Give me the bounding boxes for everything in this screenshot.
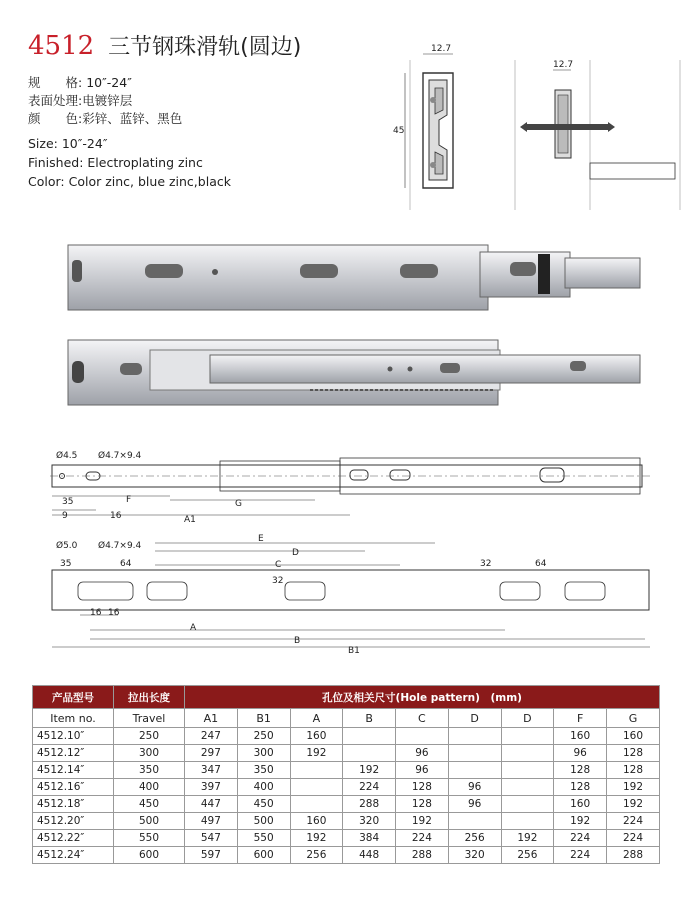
table-body	[33, 709, 660, 864]
spec-color-cn: 颜 色:彩锌、蓝锌、黑色	[28, 111, 183, 126]
table-cell: 288	[607, 847, 660, 864]
table-cell: 256	[501, 847, 554, 864]
dim-9-label: 9	[62, 511, 68, 521]
table-cell: 160	[607, 728, 660, 745]
table-cell: 96	[448, 779, 501, 796]
table-cell: 300	[237, 745, 290, 762]
dim-d-label: D	[292, 548, 299, 558]
table-row	[33, 779, 660, 796]
table-cell: 450	[237, 796, 290, 813]
table-cell: 128	[554, 779, 607, 796]
table-cell: 447	[185, 796, 238, 813]
dim-64b-label: 64	[535, 559, 547, 569]
profile-width-label: 12.7	[431, 44, 452, 54]
table-cell: 192	[501, 830, 554, 847]
product-title	[28, 30, 301, 61]
slide-photo-2	[60, 335, 650, 415]
slot-size-label-2: Ø4.7×9.4	[98, 541, 142, 551]
table-cell: 384	[343, 830, 396, 847]
table-cell: 247	[185, 728, 238, 745]
table-cell: 288	[396, 847, 449, 864]
table-cell	[448, 813, 501, 830]
column-header: B	[343, 709, 396, 728]
table-cell	[290, 779, 343, 796]
table-cell: 192	[396, 813, 449, 830]
table-cell: 160	[290, 728, 343, 745]
table-cell: 160	[554, 728, 607, 745]
table-cell: 550	[237, 830, 290, 847]
table-cell: 224	[554, 847, 607, 864]
table-cell: 192	[607, 796, 660, 813]
profile-drawing	[395, 40, 685, 210]
table-cell: 397	[185, 779, 238, 796]
table-cell: 224	[607, 830, 660, 847]
table-cell: 550	[114, 830, 185, 847]
table-cell: 96	[396, 762, 449, 779]
table-cell	[290, 796, 343, 813]
table-cell: 300	[114, 745, 185, 762]
table-head-row	[33, 686, 660, 709]
table-row	[33, 847, 660, 864]
column-header: D	[501, 709, 554, 728]
table-cell: 250	[237, 728, 290, 745]
table-cell: 500	[114, 813, 185, 830]
table-cell: 160	[290, 813, 343, 830]
table-cell	[501, 745, 554, 762]
table-row	[33, 796, 660, 813]
table-cell: 320	[343, 813, 396, 830]
table-row	[33, 830, 660, 847]
table-cell	[290, 762, 343, 779]
dim-35b-label: 35	[60, 559, 72, 569]
table-cell: 192	[607, 779, 660, 796]
dim-a-label: A	[190, 623, 197, 633]
table-cell: 128	[396, 779, 449, 796]
slot-size-label-1: Ø4.7×9.4	[98, 451, 142, 461]
table-cell: 4512.22″	[33, 830, 114, 847]
table-cell: 224	[343, 779, 396, 796]
spec-table	[32, 685, 660, 864]
spec-list	[28, 74, 231, 191]
column-header: Travel	[114, 709, 185, 728]
table-row	[33, 745, 660, 762]
table-cell: 288	[343, 796, 396, 813]
table-cell: 450	[114, 796, 185, 813]
table-cell: 128	[607, 762, 660, 779]
dim-16-label: 16	[110, 511, 122, 521]
table-cell	[343, 728, 396, 745]
product-name: 三节钢珠滑轨(圆边)	[108, 35, 302, 60]
head-travel: 拉出长度	[114, 686, 185, 709]
table-cell	[448, 745, 501, 762]
dim-32-label: 32	[272, 576, 284, 586]
table-row	[33, 762, 660, 779]
dim-f-label: F	[126, 495, 132, 505]
table-cell	[448, 762, 501, 779]
table-cell: 224	[396, 830, 449, 847]
table-cell: 192	[343, 762, 396, 779]
column-header: C	[396, 709, 449, 728]
table-cell: 128	[607, 745, 660, 762]
table-columns-row	[33, 709, 660, 728]
table-cell	[501, 728, 554, 745]
technical-drawing-rail	[40, 535, 660, 660]
table-cell: 4512.16″	[33, 779, 114, 796]
dim-b1-label: B1	[348, 646, 360, 656]
dim-16a-label: 16	[90, 608, 102, 618]
table-cell: 600	[114, 847, 185, 864]
table-row	[33, 728, 660, 745]
profile-width2-label: 12.7	[553, 60, 574, 70]
table-cell: 4512.24″	[33, 847, 114, 864]
spec-size-cn: 规 格: 10″-24″	[28, 75, 132, 90]
table-cell: 297	[185, 745, 238, 762]
table-cell: 497	[185, 813, 238, 830]
table-cell	[501, 779, 554, 796]
dim-a1-label: A1	[184, 515, 196, 525]
column-header: F	[554, 709, 607, 728]
dim-b-label: B	[294, 636, 301, 646]
dim-35-label: 35	[62, 497, 74, 507]
table-cell	[343, 745, 396, 762]
table-cell	[501, 796, 554, 813]
dim-16b-label: 16	[108, 608, 120, 618]
table-cell: 4512.20″	[33, 813, 114, 830]
table-cell	[396, 728, 449, 745]
slide-photo-1	[60, 240, 650, 330]
head-holes: 孔位及相关尺寸(Hole pattern) (mm)	[185, 686, 660, 709]
table-cell: 224	[607, 813, 660, 830]
spec-finish-en: Finished: Electroplating zinc	[28, 155, 203, 170]
table-cell: 128	[554, 762, 607, 779]
table-cell: 4512.18″	[33, 796, 114, 813]
table-cell: 96	[554, 745, 607, 762]
table-cell	[501, 762, 554, 779]
column-header: A	[290, 709, 343, 728]
dim-64-label: 64	[120, 559, 132, 569]
model-number: 4512	[28, 31, 95, 61]
table-cell: 192	[554, 813, 607, 830]
column-header: A1	[185, 709, 238, 728]
dim-c-label: C	[275, 560, 282, 570]
table-cell: 400	[237, 779, 290, 796]
hole-dia-label-1: Ø4.5	[56, 451, 78, 461]
table-cell: 4512.12″	[33, 745, 114, 762]
table-cell: 96	[448, 796, 501, 813]
table-cell: 96	[396, 745, 449, 762]
table-cell: 597	[185, 847, 238, 864]
column-header: B1	[237, 709, 290, 728]
table-cell: 350	[114, 762, 185, 779]
table-cell: 547	[185, 830, 238, 847]
table-cell: 250	[114, 728, 185, 745]
table-cell: 600	[237, 847, 290, 864]
table-cell: 350	[237, 762, 290, 779]
table-cell: 224	[554, 830, 607, 847]
table-cell: 160	[554, 796, 607, 813]
table-cell: 256	[448, 830, 501, 847]
column-header: G	[607, 709, 660, 728]
dim-32b-label: 32	[480, 559, 492, 569]
column-header: D	[448, 709, 501, 728]
table-cell: 4512.14″	[33, 762, 114, 779]
table-cell: 320	[448, 847, 501, 864]
dim-g-label: G	[235, 499, 242, 509]
table-cell: 400	[114, 779, 185, 796]
table-cell: 500	[237, 813, 290, 830]
table-cell	[501, 813, 554, 830]
table-cell: 192	[290, 830, 343, 847]
table-cell: 347	[185, 762, 238, 779]
table-cell: 192	[290, 745, 343, 762]
spec-finish-cn: 表面处理:电镀锌层	[28, 93, 133, 108]
table-cell: 448	[343, 847, 396, 864]
profile-height-label: 45	[393, 126, 405, 136]
table-row	[33, 813, 660, 830]
hole-dia-label-2: Ø5.0	[56, 541, 78, 551]
head-model: 产品型号	[33, 686, 114, 709]
table-cell: 128	[396, 796, 449, 813]
column-header: Item no.	[33, 709, 114, 728]
table-cell: 256	[290, 847, 343, 864]
spec-color-en: Color: Color zinc, blue zinc,black	[28, 174, 231, 189]
table-cell: 4512.10″	[33, 728, 114, 745]
dim-e-label: E	[258, 534, 264, 544]
technical-drawing-closed	[50, 448, 655, 528]
table-cell	[448, 728, 501, 745]
spec-size-en: Size: 10″-24″	[28, 136, 108, 151]
